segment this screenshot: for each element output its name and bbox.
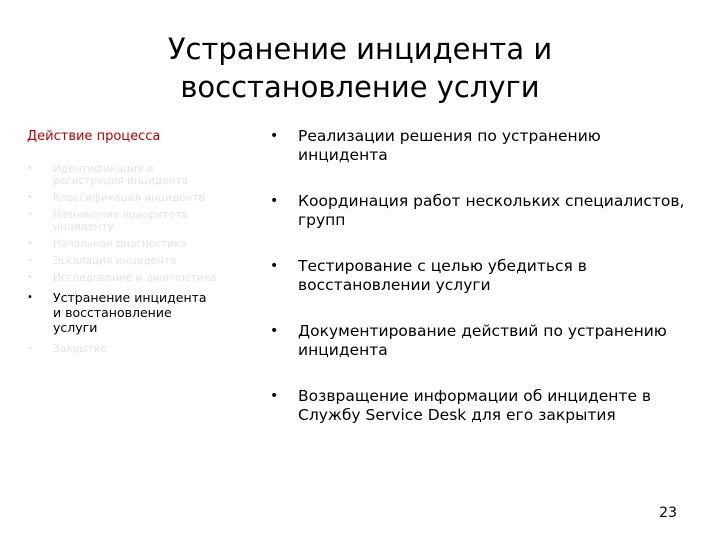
page-number: 23	[659, 505, 677, 521]
bullet-icon: •	[27, 192, 33, 203]
step-detail-item	[268, 127, 688, 165]
process-steps-list	[27, 163, 217, 355]
bullet-icon: •	[27, 209, 33, 220]
process-step-label: Назначение приоритета инциденту	[53, 209, 188, 233]
process-step-label: Закрытие	[53, 343, 107, 355]
step-detail-text: Тестирование с целью убедиться в восстановлении услуги	[298, 257, 587, 294]
process-step-label: Начальная диагностика	[53, 238, 187, 250]
bullet-icon: •	[270, 258, 279, 274]
bullet-icon: •	[270, 388, 279, 404]
step-detail-item	[268, 192, 688, 230]
process-steps-panel	[27, 128, 217, 360]
step-detail-text: Координация работ нескольких специалистов, групп	[298, 192, 685, 229]
process-step-item	[27, 255, 217, 267]
bullet-icon: •	[27, 255, 33, 266]
bullet-icon: •	[270, 323, 279, 339]
bullet-icon: •	[27, 163, 33, 174]
process-step-label: Идентификация и регистрация инцидента	[53, 163, 188, 187]
process-step-item	[27, 343, 217, 355]
step-detail-text: Реализации решения по устранению инцидента	[298, 127, 601, 164]
process-step-item	[27, 272, 217, 284]
process-step-item	[27, 163, 217, 187]
step-detail-item	[268, 322, 688, 360]
process-step-item-current	[27, 290, 217, 335]
process-step-item	[27, 192, 217, 204]
bullet-icon: •	[270, 128, 279, 144]
step-detail-item	[268, 387, 688, 425]
bullet-icon: •	[27, 343, 33, 354]
process-step-item	[27, 209, 217, 233]
step-details-panel	[268, 127, 688, 452]
process-steps-heading: Действие процесса	[27, 129, 161, 144]
process-step-label: Классификация инцидента	[53, 192, 205, 204]
process-step-label: Эскалация инцидента	[53, 255, 177, 267]
bullet-icon: •	[27, 272, 33, 283]
bullet-icon: •	[27, 292, 33, 303]
process-step-label: Устранение инцидента и восстановление услуги	[53, 290, 207, 335]
step-details-list	[268, 127, 688, 425]
bullet-icon: •	[27, 238, 33, 249]
slide-title: Устранение инцидента и восстановление услуги	[167, 32, 553, 104]
process-step-item	[27, 238, 217, 250]
step-detail-text: Документирование действий по устранению инцидента	[298, 322, 667, 359]
bullet-icon: •	[270, 193, 279, 209]
step-detail-item	[268, 257, 688, 295]
step-detail-text: Возвращение информации об инциденте в Службу Service Desk для его закрытия	[298, 387, 652, 424]
process-step-label: Исследование и диагностика	[53, 272, 217, 284]
